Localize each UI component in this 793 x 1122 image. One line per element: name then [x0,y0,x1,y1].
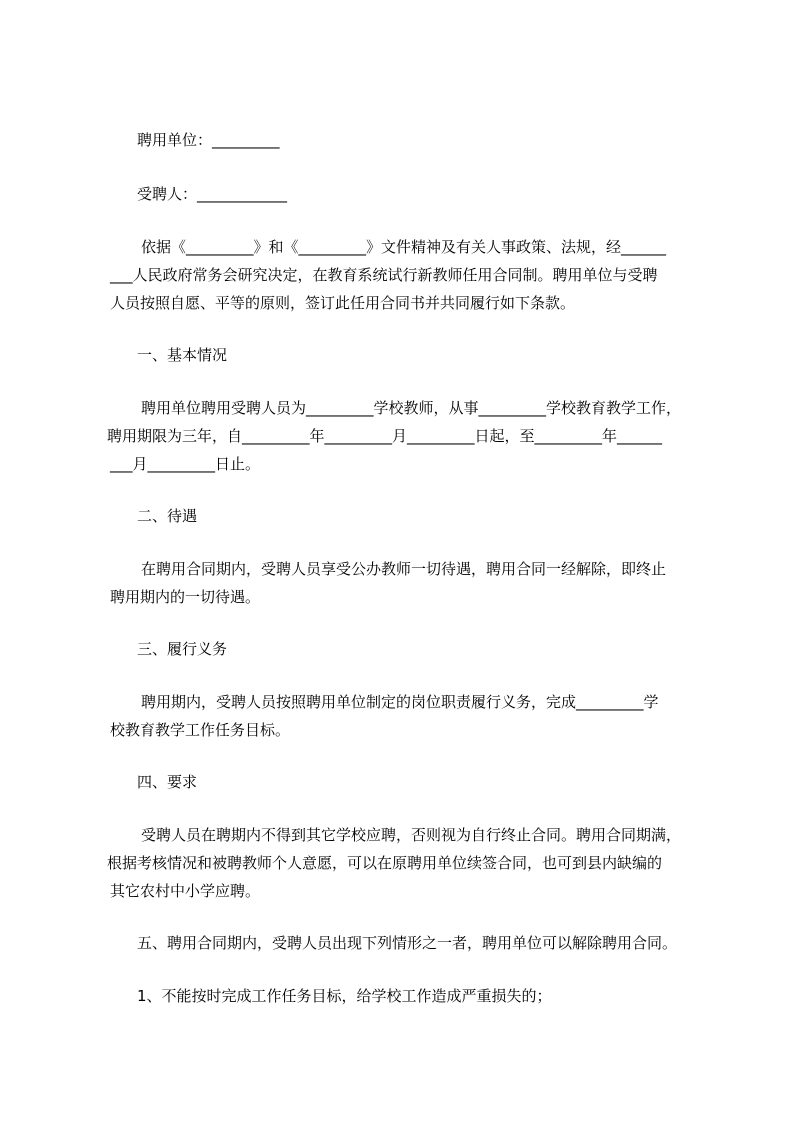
section4-line-1: 受聘人员在聘期内不得到其它学校应聘，否则视为自行终止合同。聘用合同期满， [141,826,682,844]
section3-line-2: 校教育教学工作任务目标。 [110,721,291,739]
section1-line-1: 聘用单位聘用受聘人员为_________学校教师，从事_________学校教育教学工作， [141,399,682,417]
section1-line-3: ___月_________日止。 [110,455,261,473]
employee-line: 受聘人：____________ [137,185,288,203]
preamble-line-3: 人员按照自愿、平等的原则，签订此任用合同书并共同履行如下条款。 [110,294,576,312]
preamble-line-2: ___人民政府常务会研究决定，在教育系统试行新教师任用合同制。聘用单位与受聘 [110,266,658,284]
section-heading-obligations: 三、履行义务 [137,640,228,658]
section2-line-2: 聘用期内的一切待遇。 [110,588,261,606]
section3-line-1: 聘用期内，受聘人员按照聘用单位制定的岗位职责履行义务，完成_________学 [141,693,659,711]
employer-line: 聘用单位：_________ [137,131,280,149]
section-heading-termination: 五、聘用合同期内，受聘人员出现下列情形之一者，聘用单位可以解除聘用合同。 [137,934,678,952]
section-heading-requirements: 四、要求 [137,773,198,791]
section4-line-2: 根据考核情况和被聘教师个人意愿，可以在原聘用单位续签合同，也可到县内缺编的 [107,854,663,872]
section4-line-3: 其它农村中小学应聘。 [110,882,261,900]
preamble-line-1: 依据《_________》和《_________》文件精神及有关人事政策、法规，经______ [141,238,667,256]
section-heading-benefits: 二、待遇 [137,507,198,525]
section2-line-1: 在聘用合同期内，受聘人员享受公办教师一切待遇，聘用合同一经解除，即终止 [141,560,667,578]
termination-item-1: 1、不能按时完成工作任务目标，给学校工作造成严重损失的； [137,987,552,1005]
section1-line-2: 聘用期限为三年，自_________年_________月_________日起，至_________年______ [107,427,663,445]
section-heading-basic: 一、基本情况 [137,346,228,364]
